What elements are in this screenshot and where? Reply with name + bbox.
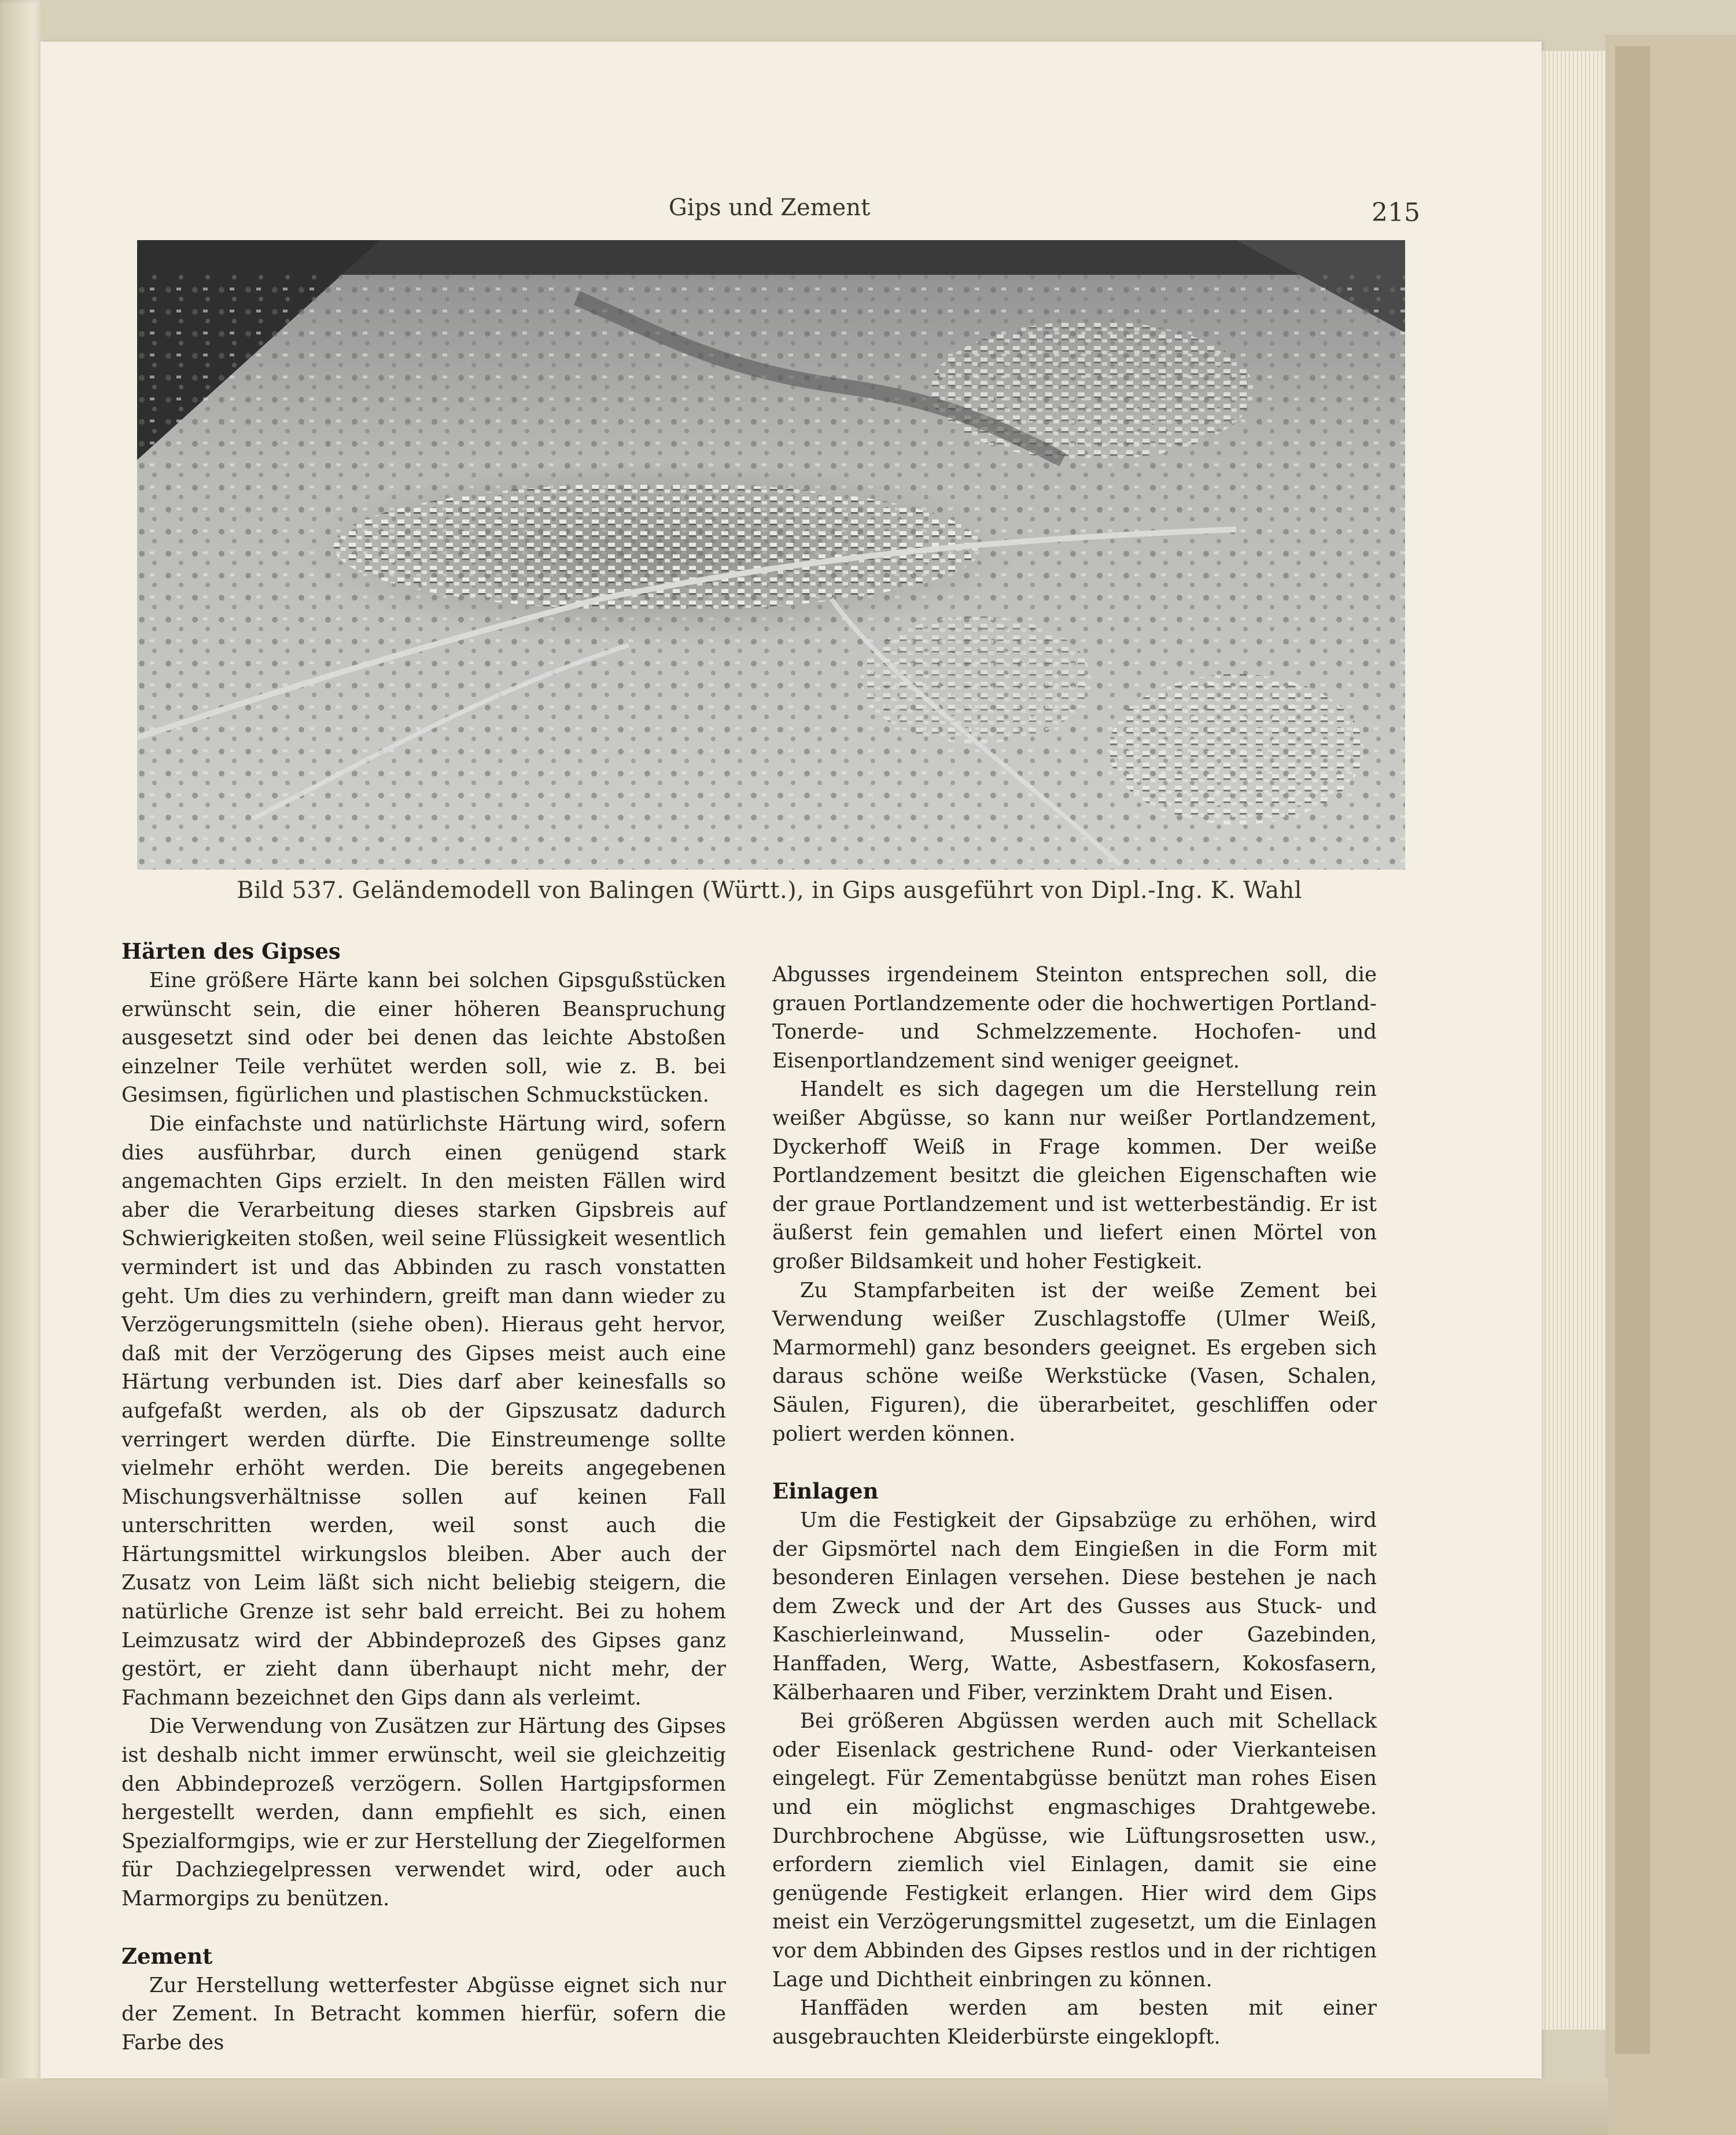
paragraph: Die einfachste und natürlichste Härtung wird, sofern dies ausführbar, durch einen genügend stark angemachten Gips erzielt. In den meisten Fällen wird aber die Verarbeitung dieses starken Gipsbreis auf Schwierigkeiten stoßen, weil seine Flüssigkeit wesentlich vermindert ist und das Abbinden zu rasch vonstatten geht. Um dies zu verhindern, greift man dann wieder zu Verzögerungsmitteln (siehe oben). Hieraus geht hervor, daß mit der Verzögerung des Gipses meist auch eine Härtung verbunden ist. Dies darf aber keinesfalls so aufgefaßt werden, als ob der Gipszusatz dadurch verringert werden dürfte. Die Einstreumenge sollte vielmehr erhöht werden. Die bereits angegebenen Mischungsverhältnisse sollen auf keinen Fall unterschritten werden, weil sonst auch die Härtungsmittel wirkungslos bleiben. Aber auch der Zusatz von Leim läßt sich nicht beliebig steigern, die natürliche Grenze ist sehr bald erreicht. Bei zu hohem Leimzusatz wird der Abbindeprozeß des Gipses ganz gestört, er zieht dann überhaupt nicht mehr, der Fachmann bezeichnet den Gips dann als verleimt.	[121, 1111, 726, 1710]
book-cover-strip	[1615, 46, 1650, 2054]
paragraph: Eine größere Härte kann bei solchen Gipsgußstücken erwünscht sein, die einer höheren Beanspruchung ausgesetzt sind oder bei denen das leichte Abstoßen einzelner Teile verhütet werden soll, wie z. B. bei Gesimsen, figürlichen und plastischen Schmuckstücken.	[121, 969, 726, 1107]
paragraph: Zur Herstellung wetterfester Abgüsse eignet sich nur der Zement. In Betracht kommen hierfür, sofern die Farbe des	[121, 1973, 726, 2055]
section-gap	[772, 1448, 1377, 1476]
paragraph: Handelt es sich dagegen um die Herstellung rein weißer Abgüsse, so kann nur weißer Portlandzement, Dyckerhoff Weiß in Frage kommen. Der weiße Portlandzement besitzt die gleichen Eigenschaften wie der graue Portlandzement und ist wetterbeständig. Er ist äußerst fein gemahlen und liefert einen Mörtel von großer Bildsamkeit und hoher Festigkeit.	[772, 1077, 1377, 1273]
section-heading-zement: Zement	[121, 1943, 213, 1969]
page-fore-edge	[1542, 51, 1605, 2030]
paragraph: Zu Stampfarbeiten ist der weiße Zement bei Verwendung weißer Zuschlagstoffe (Ulmer Weiß, Marmormehl) ganz besonders geeignet. Es ergeben sich daraus schöne weiße Werkstücke (Vasen, Schalen, Säulen, Figuren), die überarbeitet, geschliffen oder poliert werden können.	[772, 1278, 1377, 1446]
paragraph-continued: Abgusses irgendeinem Steinton entsprechen soll, die grauen Portlandzemente oder die hochwertigen Portland-Tonerde- und Schmelzzemente. Hochofen- und Eisenportlandzement sind weniger geeignet.	[772, 963, 1377, 1073]
right-column	[772, 960, 1377, 2051]
paragraph: Um die Festigkeit der Gipsabzüge zu erhöhen, wird der Gipsmörtel nach dem Eingießen in die Form mit besonderen Einlagen versehen. Diese bestehen je nach dem Zweck und der Art des Gusses aus Stuck- und Kaschierleinwand, Musselin- oder Gazebinden, Hanffaden, Werg, Watte, Asbestfasern, Kokosfasern, Kälberhaaren und Fiber, verzinktem Draht und Eisen.	[772, 1508, 1377, 1705]
figure-caption: Bild 537. Geländemodell von Balingen (Württ.), in Gips ausgeführt von Dipl.-Ing. K. Wahl	[237, 877, 1302, 904]
paragraph: Hanffäden werden am besten mit einer ausgebrauchten Kleiderbürste eingeklopft.	[772, 1996, 1377, 2049]
paragraph: Die Verwendung von Zusätzen zur Härtung des Gipses ist deshalb nicht immer erwünscht, weil sie gleichzeitig den Abbindeprozeß verzögern. Sollen Hartgipsformen hergestellt werden, dann empfiehlt es sich, einen Spezialformgips, wie er zur Herstellung der Ziegelformen für Dachziegelpressen verwendet wird, oder auch Marmorgips zu benützen.	[121, 1714, 726, 1911]
running-head: Gips und Zement	[668, 194, 871, 221]
terrain-model-photo	[137, 240, 1405, 870]
left-column	[121, 936, 726, 2057]
facing-page-edge	[0, 0, 40, 2135]
paragraph: Bei größeren Abgüssen werden auch mit Schellack oder Eisenlack gestrichene Rund- oder Vierkanteisen eingelegt. Für Zementabgüsse benützt man rohes Eisen und ein möglichst engmaschiges Drahtgewebe. Durchbrochene Abgüsse, wie Lüftungsrosetten usw., erfordern ziemlich viel Einlagen, damit sie eine genügende Festigkeit erlangen. Hier wird dem Gips meist ein Verzögerungsmittel zugesetzt, um die Einlagen vor dem Abbinden des Gipses restlos und in der richtigen Lage und Dichtheit einbringen zu können.	[772, 1709, 1377, 1992]
section-gap	[121, 1913, 726, 1941]
page-number: 215	[1372, 198, 1420, 227]
section-heading-haerten: Härten des Gipses	[121, 938, 341, 964]
section-heading-einlagen: Einlagen	[772, 1478, 879, 1504]
scan-bottom-area	[0, 2078, 1608, 2135]
